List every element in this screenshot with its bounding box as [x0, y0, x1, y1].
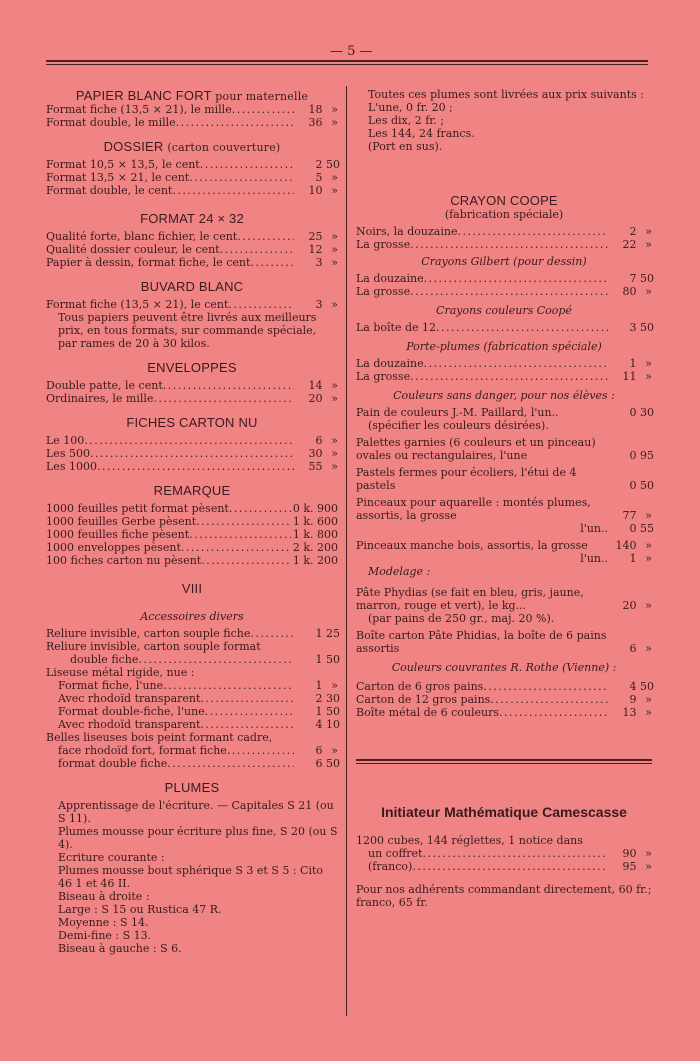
list-item: l'un.. 1 »	[580, 552, 652, 565]
item-label: La grosse	[356, 285, 411, 298]
item-label: Avec rhodoïd transparent	[58, 718, 201, 731]
column-divider	[346, 86, 347, 1016]
plumes-p8: Demi-fine : S 13.	[58, 929, 152, 942]
item-price: 2 k. 200	[292, 541, 338, 554]
plumes-p2: Plumes mousse pour écriture plus fine, S 20 (ou S 4).	[58, 825, 338, 851]
section-title-format: FORMAT 24 × 32	[140, 211, 244, 226]
list-item	[58, 705, 338, 718]
item-label: Format double-fiche, l'une	[58, 705, 205, 718]
list-item	[46, 502, 338, 515]
intro-text: Toutes ces plumes sont livrées aux prix suivants :	[368, 88, 644, 101]
item-label: Les 500	[46, 447, 90, 460]
item-label: Noirs, la douzaine	[356, 225, 458, 238]
item-price: 1	[315, 705, 323, 718]
item-label: 1000 feuilles fiche pèsent	[46, 528, 190, 541]
list-item	[46, 116, 338, 129]
item-label: Boîte métal de 6 couleurs	[356, 706, 500, 719]
item-label: Format 10,5 × 13,5, le cent	[46, 158, 200, 171]
item-price: 55	[308, 460, 323, 473]
list-item	[46, 103, 338, 116]
section-title-dossier	[46, 139, 338, 154]
dossier-title: DOSSIER	[103, 139, 164, 154]
modelage-title: Modelage :	[368, 565, 431, 578]
list-item	[46, 528, 338, 541]
item-price-unit: »	[331, 103, 338, 116]
item-price: 1 k. 800	[292, 528, 338, 541]
couleurs-coope-title: Crayons couleurs Coopé	[436, 304, 572, 317]
item-price-unit: »	[331, 116, 338, 129]
section-title-crayon: CRAYON COOPE	[450, 193, 558, 208]
item-price: 30	[308, 447, 323, 460]
item-label: La douzaine	[356, 357, 424, 370]
item-label: 100 fiches carton nu pèsent	[46, 554, 202, 567]
initiateur-desc: 1200 cubes, 144 réglettes, 1 notice dans	[356, 834, 583, 847]
plumes-p9: Biseau à gauche : S 6.	[58, 942, 182, 955]
item-price: 5	[315, 171, 323, 184]
plumes-p4: Plumes mousse bout sphérique S 3 et S 5 : Cito 46 1 et 46 II.	[58, 864, 324, 890]
item-price: 6	[315, 434, 323, 447]
list-item	[356, 693, 652, 706]
item-price: 12	[308, 243, 323, 256]
list-item	[356, 370, 652, 383]
list-item	[356, 706, 652, 719]
item-label: Qualité forte, blanc fichier, le cent	[46, 230, 238, 243]
item-label: 1000 enveloppes pèsent	[46, 541, 181, 554]
list-item: Liseuse métal rigide, nue :	[46, 666, 195, 679]
item-label: Format double, le cent	[46, 184, 173, 197]
list-item	[356, 321, 652, 334]
phydias-note: (par pains de 250 gr., maj. 20 %).	[368, 612, 555, 625]
item-price: 3	[629, 321, 637, 334]
item-price-unit: 50	[326, 705, 340, 718]
list-item	[356, 238, 652, 251]
item-price: 1 k. 600	[292, 515, 338, 528]
list-item: Pastels fermes pour écoliers, l'étui de 4 pastels 0 50	[356, 466, 654, 492]
crayon-subtitle: (fabrication spéciale)	[444, 208, 564, 221]
item-label: Format fiche (13,5 × 21), le cent	[46, 298, 229, 311]
item-price-unit: 50	[640, 272, 654, 285]
plumes-p6: Large : S 15 ou Rustica 47 R.	[58, 903, 222, 916]
list-item: format double fiche . . . 6 50	[46, 757, 338, 770]
list-item	[46, 379, 338, 392]
item-price-unit: »	[645, 706, 652, 719]
list-item: Pinceaux pour aquarelle : montés plumes, assortis, la grosse 77 »	[356, 496, 652, 522]
item-label: Ordinaires, le mille	[46, 392, 154, 405]
item-label: 1000 feuilles petit format pèsent	[46, 502, 229, 515]
rothe-list	[356, 680, 652, 719]
list-item: (franco) . . . 95 »	[356, 860, 652, 873]
couleurs-coope-list	[356, 321, 652, 334]
plumes-p5: Biseau à droite :	[58, 890, 150, 903]
item-label: Double patte, le cent	[46, 379, 163, 392]
top-rule-thin	[46, 64, 648, 65]
list-item	[46, 392, 338, 405]
item-price-unit: »	[331, 243, 338, 256]
gilbert-list	[356, 272, 652, 298]
list-item: Boîte carton Pâte Phidias, la boîte de 6 pains assortis 6 »	[356, 629, 652, 655]
intro-line: (Port en sus).	[368, 140, 443, 153]
item-label: Format 13,5 × 21, le cent	[46, 171, 190, 184]
list-item	[46, 158, 338, 171]
gilbert-title: Crayons Gilbert (pour dessin)	[421, 255, 587, 268]
item-price-unit: »	[331, 171, 338, 184]
list-item	[46, 243, 338, 256]
item-price-unit: »	[645, 693, 652, 706]
fiches-list	[46, 434, 338, 473]
list-item	[46, 434, 338, 447]
item-label: Carton de 12 gros pains	[356, 693, 491, 706]
list-item	[356, 680, 652, 693]
list-item: Reliure invisible, carton souple format	[46, 640, 261, 653]
buvard-list	[46, 298, 338, 311]
list-item	[46, 256, 338, 269]
section-title-papier	[46, 88, 338, 103]
item-price: 36	[308, 116, 323, 129]
item-price-unit: »	[645, 285, 652, 298]
section-title-buvard: BUVARD BLANC	[140, 279, 244, 294]
item-price: 9	[629, 693, 637, 706]
list-item	[46, 541, 338, 554]
top-rule	[46, 60, 648, 62]
item-price: 14	[308, 379, 323, 392]
item-price: 7	[629, 272, 637, 285]
accessoires-title: Accessoires divers	[140, 610, 244, 623]
item-price-unit: »	[331, 460, 338, 473]
section-title-fiches: FICHES CARTON NU	[126, 415, 258, 430]
page-number: — 5 —	[330, 44, 373, 59]
list-item	[46, 515, 338, 528]
list-item	[46, 460, 338, 473]
item-price-unit: »	[331, 679, 338, 692]
list-item	[356, 272, 652, 285]
item-label: Le 100	[46, 434, 85, 447]
porte-list	[356, 357, 652, 383]
item-price: 13	[622, 706, 637, 719]
list-item: un coffret . . . 90 »	[356, 847, 652, 860]
item-price-unit: »	[331, 379, 338, 392]
item-price: 2	[629, 225, 637, 238]
pain-note: (spécifier les couleurs désirées).	[368, 419, 549, 432]
list-item	[58, 692, 338, 705]
item-price-unit: »	[331, 447, 338, 460]
crayon-list	[356, 225, 652, 251]
list-item	[356, 357, 652, 370]
porte-title: Porte-plumes (fabrication spéciale)	[406, 340, 602, 353]
item-label: Les 1000	[46, 460, 97, 473]
item-price: 4	[629, 680, 637, 693]
format-list	[46, 230, 338, 269]
list-item	[58, 718, 338, 731]
liseuse-list	[46, 679, 338, 731]
section-rule	[356, 759, 652, 761]
remarque-list	[46, 502, 338, 567]
plumes-p3: Ecriture courante :	[58, 851, 165, 864]
item-label: Papier à dessin, format fiche, le cent	[46, 256, 251, 269]
list-item	[46, 447, 338, 460]
item-price: 1	[629, 357, 637, 370]
item-label: Format double, le mille	[46, 116, 176, 129]
item-price: 2	[315, 692, 323, 705]
item-price: 3	[315, 298, 323, 311]
item-price: 3	[315, 256, 323, 269]
list-item	[46, 184, 338, 197]
item-price: 1	[315, 679, 323, 692]
list-item	[46, 230, 338, 243]
item-price-unit: »	[331, 256, 338, 269]
left-column	[46, 88, 338, 955]
intro-line: L'une, 0 fr. 20 ;	[368, 101, 453, 114]
item-price: 25	[308, 230, 323, 243]
intro-line: Les 144, 24 francs.	[368, 127, 475, 140]
item-price-unit: 50	[326, 158, 340, 171]
item-price-unit: 30	[326, 692, 340, 705]
list-item: Pinceaux manche bois, assortis, la grosse 140 »	[356, 539, 652, 552]
item-price: 2	[315, 158, 323, 171]
initiateur-title: Initiateur Mathématique Camescasse	[381, 804, 627, 820]
item-label: Format fiche (13,5 × 21), le mille	[46, 103, 232, 116]
item-label: La douzaine	[356, 272, 424, 285]
section-title-enveloppes: ENVELOPPES	[147, 360, 237, 375]
item-price-unit: 50	[640, 680, 654, 693]
item-price: 1 k. 200	[292, 554, 338, 567]
list-item: l'un.. 0 55	[580, 522, 654, 535]
list-item	[46, 298, 338, 311]
section-title-plumes: PLUMES	[164, 780, 220, 795]
item-price-unit: 50	[640, 321, 654, 334]
item-price-unit: »	[331, 230, 338, 243]
item-label: La grosse	[356, 370, 411, 383]
plumes-p7: Moyenne : S 14.	[58, 916, 149, 929]
item-price-unit: »	[645, 238, 652, 251]
intro-line: Les dix, 2 fr. ;	[368, 114, 445, 127]
rothe-title: Couleurs couvrantes R. Rothe (Vienne) :	[391, 661, 617, 674]
item-price: 4	[315, 718, 323, 731]
item-price: 18	[308, 103, 323, 116]
item-label: 1000 feuilles Gerbe pèsent	[46, 515, 197, 528]
list-item	[46, 554, 338, 567]
list-item: Pain de couleurs J.-M. Paillard, l'un.. 0 30	[356, 406, 654, 419]
papier-subtitle: pour maternelle	[215, 90, 309, 103]
item-price: 22	[622, 238, 637, 251]
section-title-remarque: REMARQUE	[153, 483, 231, 498]
enveloppes-list	[46, 379, 338, 405]
list-item: double fiche . . . 1 50	[46, 653, 338, 666]
danger-title: Couleurs sans danger, pour nos élèves :	[393, 389, 615, 402]
item-label: La grosse	[356, 238, 411, 251]
adherents-note: Pour nos adhérents commandant directement, 60 fr.; franco, 65 fr.	[356, 883, 652, 909]
list-item	[356, 285, 652, 298]
item-price-unit: »	[645, 370, 652, 383]
list-item	[46, 171, 338, 184]
item-price: 80	[622, 285, 637, 298]
list-item: Belles liseuses bois peint formant cadre,	[46, 731, 273, 744]
item-price-unit: »	[645, 357, 652, 370]
item-label: Avec rhodoïd transparent	[58, 692, 201, 705]
item-price: 20	[308, 392, 323, 405]
papier-title: PAPIER BLANC FORT	[75, 88, 212, 103]
item-price-unit: »	[331, 434, 338, 447]
item-price-unit: »	[645, 225, 652, 238]
item-price: 11	[622, 370, 637, 383]
dossier-subtitle: (carton couverture)	[167, 141, 281, 154]
list-item: Palettes garnies (6 couleurs et un pinceau) ovales ou rectangulaires, l'une 0 95	[356, 436, 654, 462]
item-price-unit: »	[331, 184, 338, 197]
buvard-note: Tous papiers peuvent être livrés aux meilleurs prix, en tous formats, sur commande spéciale, par rames de 20 à 30 kilos.	[58, 311, 317, 350]
item-label: Format fiche, l'une	[58, 679, 164, 692]
item-price: 10	[308, 184, 323, 197]
list-item	[58, 679, 338, 692]
item-price-unit: »	[331, 392, 338, 405]
section-number: VIII	[181, 581, 203, 596]
list-item: Pâte Phydias (se fait en bleu, gris, jaune, marron, rouge et vert), le kg... 20 »	[356, 586, 652, 612]
papier-list	[46, 103, 338, 129]
item-label: Carton de 6 gros pains	[356, 680, 484, 693]
right-column	[356, 88, 652, 909]
plumes-p1: Apprentissage de l'écriture. — Capitales S 21 (ou S 11).	[58, 799, 334, 825]
list-item	[356, 225, 652, 238]
list-item: Reliure invisible, carton souple fiche . . . 1 25	[46, 627, 338, 640]
item-price: 0 k. 900	[292, 502, 338, 515]
list-item: face rhodoïd fort, format fiche . . . 6 »	[46, 744, 338, 757]
item-price-unit: 10	[326, 718, 340, 731]
dossier-list	[46, 158, 338, 197]
item-price-unit: »	[331, 298, 338, 311]
item-label: Qualité dossier couleur, le cent	[46, 243, 220, 256]
item-label: La boîte de 12	[356, 321, 437, 334]
